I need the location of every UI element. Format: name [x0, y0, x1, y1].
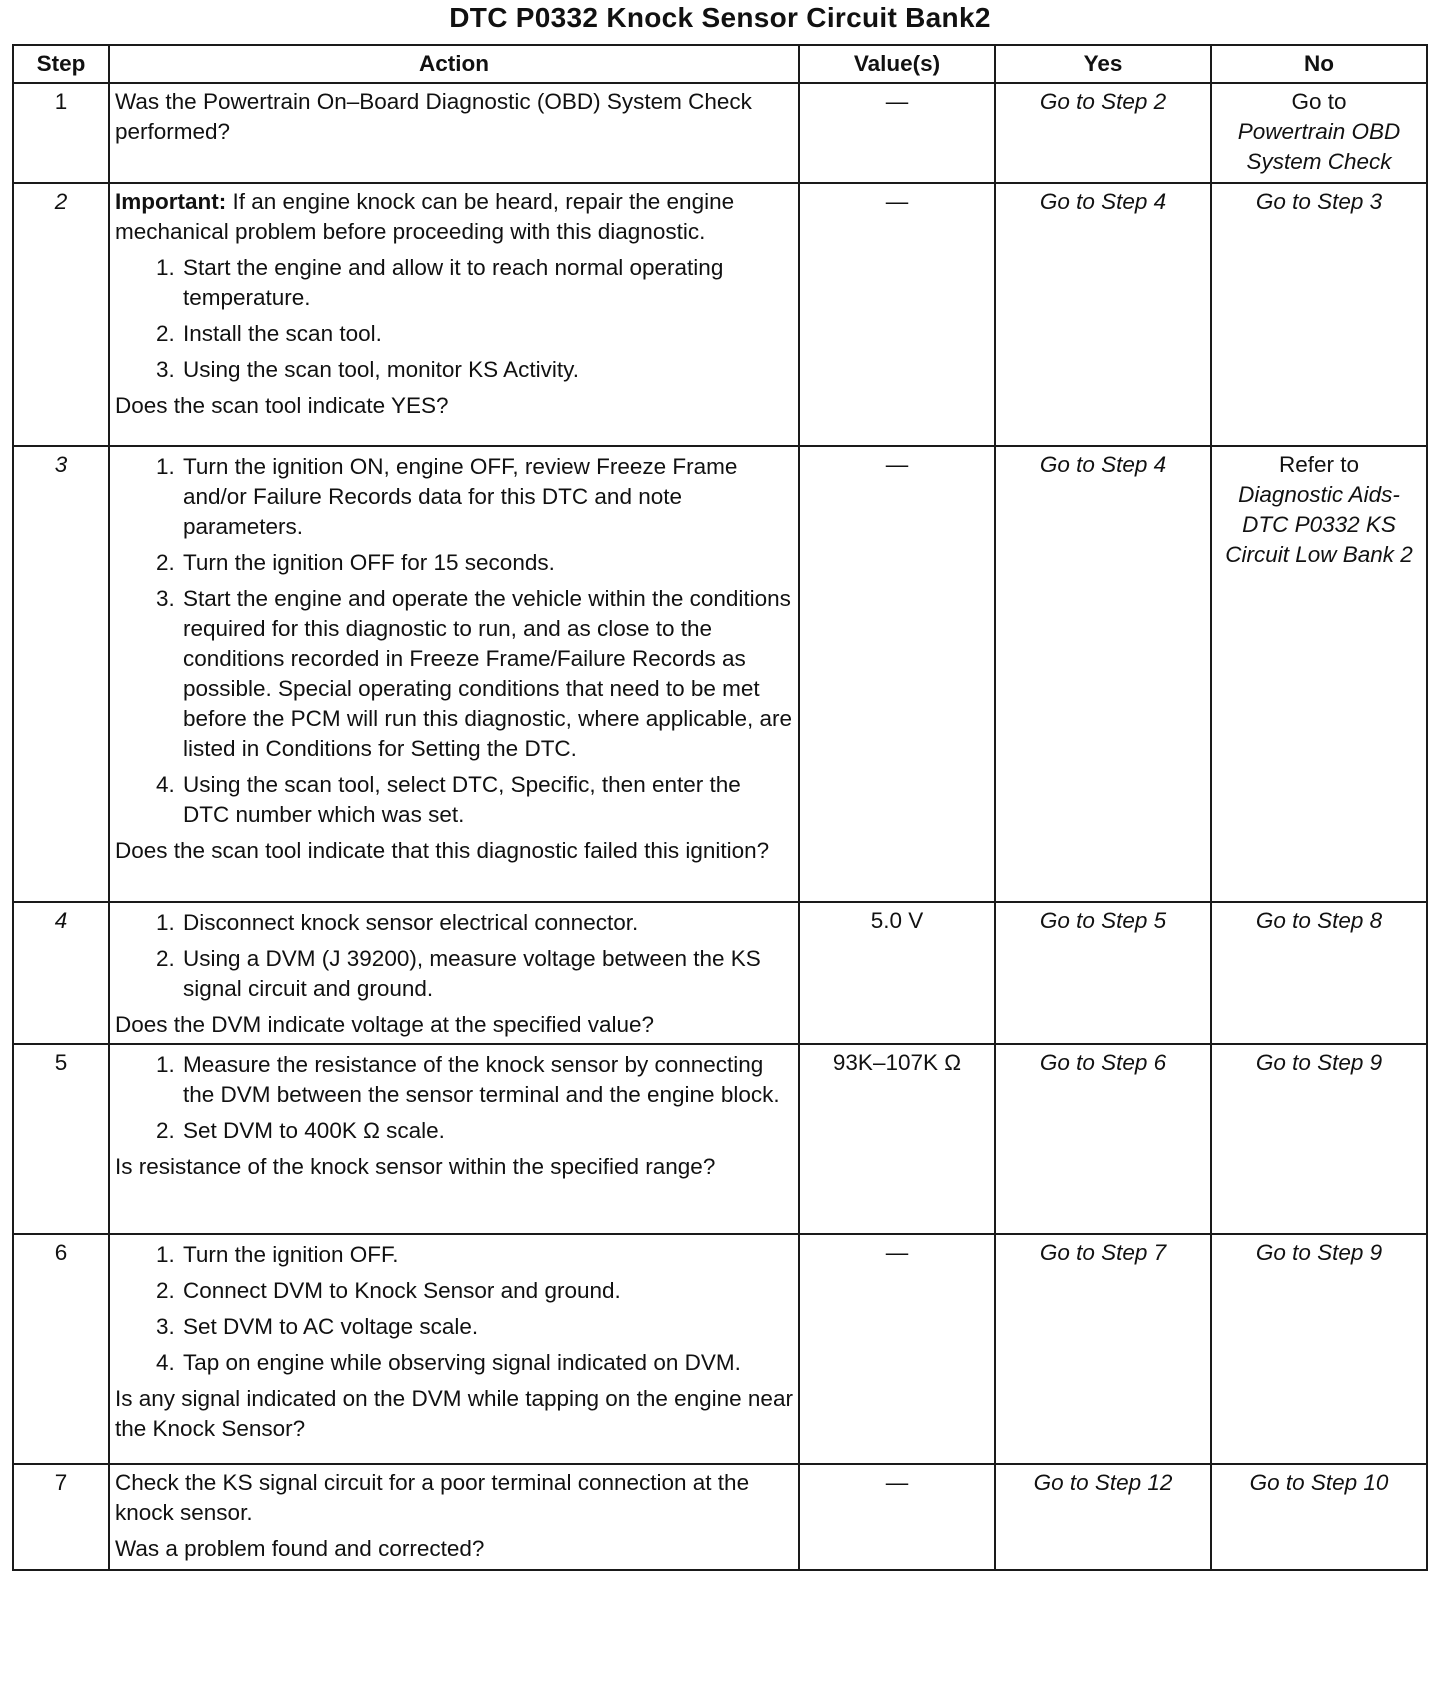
value-cell: 93K–107K Ω: [799, 1044, 995, 1234]
value-cell: —: [799, 1234, 995, 1464]
no-cell: Go to Step 9: [1211, 1234, 1427, 1464]
no-line: Go to: [1291, 89, 1347, 114]
question: Was a problem found and corrected?: [115, 1536, 485, 1561]
substep: 4. Tap on engine while observing signal indicated on DVM.: [181, 1348, 793, 1378]
no-line: Diagnostic Aids- DTC P0332 KS Circuit Low Bank 2: [1225, 482, 1413, 567]
action-cell: [109, 1234, 799, 1464]
substep: 3. Start the engine and operate the vehicle within the conditions required for this diagnostic to run, and as close to the conditions recorded in Freeze Frame/Failure Records as possible. Special operating conditions that need to be met before the PCM will run this diagnostic, where applicable, are listed in Conditions for Setting the DTC.: [181, 584, 793, 764]
action-cell: [109, 902, 799, 1044]
important-note: [115, 187, 793, 247]
table-row: [13, 1044, 1427, 1234]
header-yes: Yes: [995, 45, 1211, 83]
yes-cell: Go to Step 4: [995, 446, 1211, 902]
substep: 2. Using a DVM (J 39200), measure voltage between the KS signal circuit and ground.: [181, 944, 793, 1004]
question: Is any signal indicated on the DVM while tapping on the engine near the Knock Sensor?: [115, 1386, 793, 1441]
substep-list: [115, 908, 793, 1004]
question: Is resistance of the knock sensor within the specified range?: [115, 1154, 716, 1179]
substep: 1. Turn the ignition OFF.: [181, 1240, 793, 1270]
no-cell: Go to Step 8: [1211, 902, 1427, 1044]
value-cell: 5.0 V: [799, 902, 995, 1044]
table-row: [13, 83, 1427, 183]
yes-cell: Go to Step 4: [995, 183, 1211, 446]
action-text: Check the KS signal circuit for a poor terminal connection at the knock sensor.: [115, 1470, 750, 1525]
substep-list: [115, 1240, 793, 1378]
value-cell: —: [799, 83, 995, 183]
action-cell: [109, 1044, 799, 1234]
substep: 2. Set DVM to 400K Ω scale.: [181, 1116, 793, 1146]
substep: 1. Turn the ignition ON, engine OFF, review Freeze Frame and/or Failure Records data for this DTC and note parameters.: [181, 452, 793, 542]
table-header-row: [13, 45, 1427, 83]
no-line: Refer to: [1278, 452, 1360, 477]
yes-cell: Go to Step 12: [995, 1464, 1211, 1570]
page-title: DTC P0332 Knock Sensor Circuit Bank2: [449, 2, 991, 33]
substep: 3. Set DVM to AC voltage scale.: [181, 1312, 793, 1342]
step-number: 4: [13, 902, 109, 1044]
no-cell: Go to Step 9: [1211, 1044, 1427, 1234]
value-cell: —: [799, 446, 995, 902]
step-number: 5: [13, 1044, 109, 1234]
table-row: [13, 902, 1427, 1044]
yes-cell: Go to Step 2: [995, 83, 1211, 183]
question: Does the scan tool indicate that this diagnostic failed this ignition?: [115, 838, 770, 863]
table-row: [13, 183, 1427, 446]
action-cell: [109, 1464, 799, 1570]
yes-cell: Go to Step 7: [995, 1234, 1211, 1464]
no-cell: [1211, 83, 1427, 183]
step-number: 1: [13, 83, 109, 183]
no-cell: [1211, 446, 1427, 902]
table-row: [13, 1234, 1427, 1464]
action-cell: [109, 183, 799, 446]
header-values: Value(s): [799, 45, 995, 83]
question: Does the DVM indicate voltage at the specified value?: [115, 1012, 655, 1037]
action-text: Was the Powertrain On–Board Diagnostic (OBD) System Check performed?: [115, 89, 752, 144]
step-number: 6: [13, 1234, 109, 1464]
important-label: Important:: [115, 189, 227, 214]
no-line: Powertrain OBD System Check: [1237, 119, 1401, 174]
step-number: 3: [13, 446, 109, 902]
no-cell: Go to Step 3: [1211, 183, 1427, 446]
value-cell: —: [799, 183, 995, 446]
question: Does the scan tool indicate YES?: [115, 393, 449, 418]
step-number: 7: [13, 1464, 109, 1570]
header-action: Action: [109, 45, 799, 83]
substep: 2. Connect DVM to Knock Sensor and ground.: [181, 1276, 793, 1306]
substep: 3. Using the scan tool, monitor KS Activity.: [181, 355, 793, 385]
diagnostic-table: [12, 44, 1428, 1571]
yes-cell: Go to Step 6: [995, 1044, 1211, 1234]
important-text: If an engine knock can be heard, repair the engine mechanical problem before proceeding with this diagnostic.: [115, 189, 735, 244]
substep: 2. Install the scan tool.: [181, 319, 793, 349]
value-cell: —: [799, 1464, 995, 1570]
table-row: [13, 1464, 1427, 1570]
substep: 1. Start the engine and allow it to reach normal operating temperature.: [181, 253, 793, 313]
table-row: [13, 446, 1427, 902]
yes-cell: Go to Step 5: [995, 902, 1211, 1044]
substep: 4. Using the scan tool, select DTC, Specific, then enter the DTC number which was set.: [181, 770, 793, 830]
substep-list: [115, 452, 793, 830]
substep: 1. Measure the resistance of the knock sensor by connecting the DVM between the sensor terminal and the engine block.: [181, 1050, 793, 1110]
step-number: 2: [13, 183, 109, 446]
no-cell: Go to Step 10: [1211, 1464, 1427, 1570]
header-no: No: [1211, 45, 1427, 83]
substep-list: [115, 253, 793, 385]
action-cell: [109, 83, 799, 183]
substep: 2. Turn the ignition OFF for 15 seconds.: [181, 548, 793, 578]
action-cell: [109, 446, 799, 902]
substep-list: [115, 1050, 793, 1146]
header-step: Step: [13, 45, 109, 83]
substep: 1. Disconnect knock sensor electrical connector.: [181, 908, 793, 938]
